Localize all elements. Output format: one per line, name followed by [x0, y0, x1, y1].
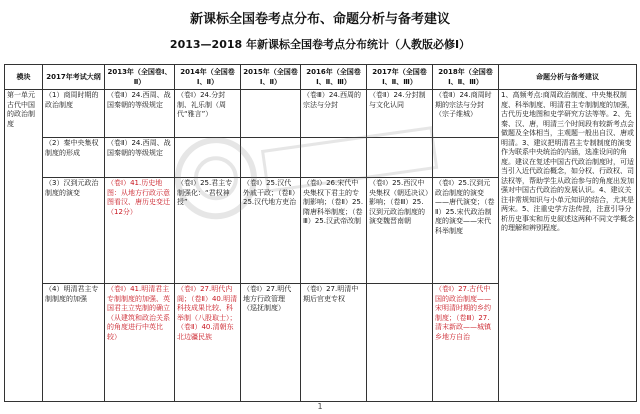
header-module: 模块 — [5, 65, 43, 90]
cell-2017: （卷Ⅱ）24.分封制与文化认同 — [367, 90, 433, 138]
cell-2018: （卷Ⅰ）27.古代中国的政治制度——宋明清时期的乡约制度；（卷Ⅲ）27.清末新政——城镇乡地方自治 — [433, 284, 499, 402]
cell-2015: （卷Ⅰ）27.明代地方行政管理（巡抚制度） — [241, 284, 301, 402]
cell-2014: （卷Ⅰ）25.君主专制强化：“君权神授” — [175, 178, 241, 284]
cell-2014 — [175, 138, 241, 178]
cell-2013: （卷Ⅱ）24.西周、战国秦朝的等级规定 — [105, 138, 175, 178]
cell-2018 — [433, 138, 499, 178]
cell-2016 — [301, 138, 367, 178]
cell-2013: （卷Ⅰ）41.历史地图：从地方行政示意图看汉、唐历史变迁（12分） — [105, 178, 175, 284]
table-caption: 2013—2018 年新课标全国卷考点分布统计（人教版必修Ⅰ） — [169, 38, 471, 51]
header-2013: 2013年（全国卷Ⅰ、Ⅱ） — [105, 65, 175, 90]
cell-2013: （卷Ⅰ）41.明清君主专制制度的加强、英国君主立宪制的确立（从建筑和政治关系的角度进行中英比较） — [105, 284, 175, 402]
header-2016: 2016年（全国卷Ⅰ、Ⅱ、Ⅲ） — [301, 65, 367, 90]
cell-2016-text: （卷Ⅲ）24.西周的宗法与分封 — [303, 91, 361, 109]
cell-2016 — [301, 90, 367, 138]
outline-cell: （3）汉到元政治制度的演变 — [43, 178, 105, 284]
cell-2015: （卷Ⅰ）25.汉代外戚干政；（卷Ⅱ）25.汉代地方吏治 — [241, 178, 301, 284]
cell-2018: （卷Ⅱ）24.商周时期的宗法与分封（宗子维城） — [433, 90, 499, 138]
outline-cell: （1）商周时期的政治制度 — [43, 90, 105, 138]
cell-2016: （卷Ⅰ）26.宋代中央集权下君主的专制影响；（卷Ⅱ）25.隋唐科举制度；（卷Ⅲ）25.汉武帝改制 — [301, 178, 367, 284]
header-2015: 2015年（全国卷Ⅰ、Ⅱ） — [241, 65, 301, 90]
header-outline: 2017年考试大纲 — [43, 65, 105, 90]
header-2014: 2014年（全国卷Ⅰ、Ⅱ） — [175, 65, 241, 90]
cell-2018: （卷Ⅰ）25.汉到元政治制度的演变——唐代演变；（卷Ⅱ）25.宋代政治制度的演变——宋代科举制度 — [433, 178, 499, 284]
outline-cell: （2）秦中央集权制度的形成 — [43, 138, 105, 178]
module-cell: 第一单元 古代中国的政治制度 — [5, 90, 43, 402]
table-row — [5, 90, 637, 138]
cell-2014: （卷Ⅰ）24.分封制、礼乐制（周代“雅言”） — [175, 90, 241, 138]
outline-cell: （4）明清君主专制制度的加强 — [43, 284, 105, 402]
cell-2017 — [367, 138, 433, 178]
cell-2017 — [367, 284, 433, 402]
page-title: 新课标全国卷考点分布、命题分析与备考建议 — [189, 12, 450, 27]
exam-distribution-table — [4, 64, 637, 402]
header-analysis: 命题分析与备考建议 — [499, 65, 637, 90]
page-number: 1 — [317, 402, 323, 411]
cell-2015 — [241, 138, 301, 178]
cell-2014: （卷Ⅰ）27.明代内阁；（卷Ⅱ）40.明清科技成果比较、科举制（八股取士）；（卷Ⅱ）40.清朝东北边疆民族 — [175, 284, 241, 402]
header-2017: 2017年（全国卷Ⅰ、Ⅱ、Ⅲ） — [367, 65, 433, 90]
analysis-cell: 1、高频考点:商周政治制度、中央集权制度、科举制度、明清君主专制制度的加强，古代历史地图和史学研究方法等等。2、先秦、汉、唐，明清三个时间段有较新考点会做题及全体相当，主观题一般出自汉、唐或明清。3、建议把明清君主专制制度的演变作为联系中央统治的内涵，选准设问的角度。建议在复述中国古代政治制度时，可适当引入近代政治概念，如分权、行政权、司法权等，帮助学生从政治参与的角度出发加强对中国古代政治的发展认识。4、建议关注非常规知识与小单元知识的结合，尤其是两宋。5、注重史学方法传授，注意引导分析历史事实和历史叙述这两种不同文学概念的理解和辨别程度。 — [499, 90, 637, 402]
cell-2013: （卷Ⅱ）24.西周、战国秦朝的等级规定 — [105, 90, 175, 138]
header-row — [5, 65, 637, 90]
header-2018: 2018年（全国卷Ⅰ、Ⅱ、Ⅲ） — [433, 65, 499, 90]
cell-2016: （卷Ⅰ）27.明清中期后官吏专权 — [301, 284, 367, 402]
cell-2015 — [241, 90, 301, 138]
cell-2017: （卷Ⅰ）25.西汉中央集权（朝廷决议）影响；（卷Ⅲ）25.汉到元政治制度的演变魏晋南朝 — [367, 178, 433, 284]
